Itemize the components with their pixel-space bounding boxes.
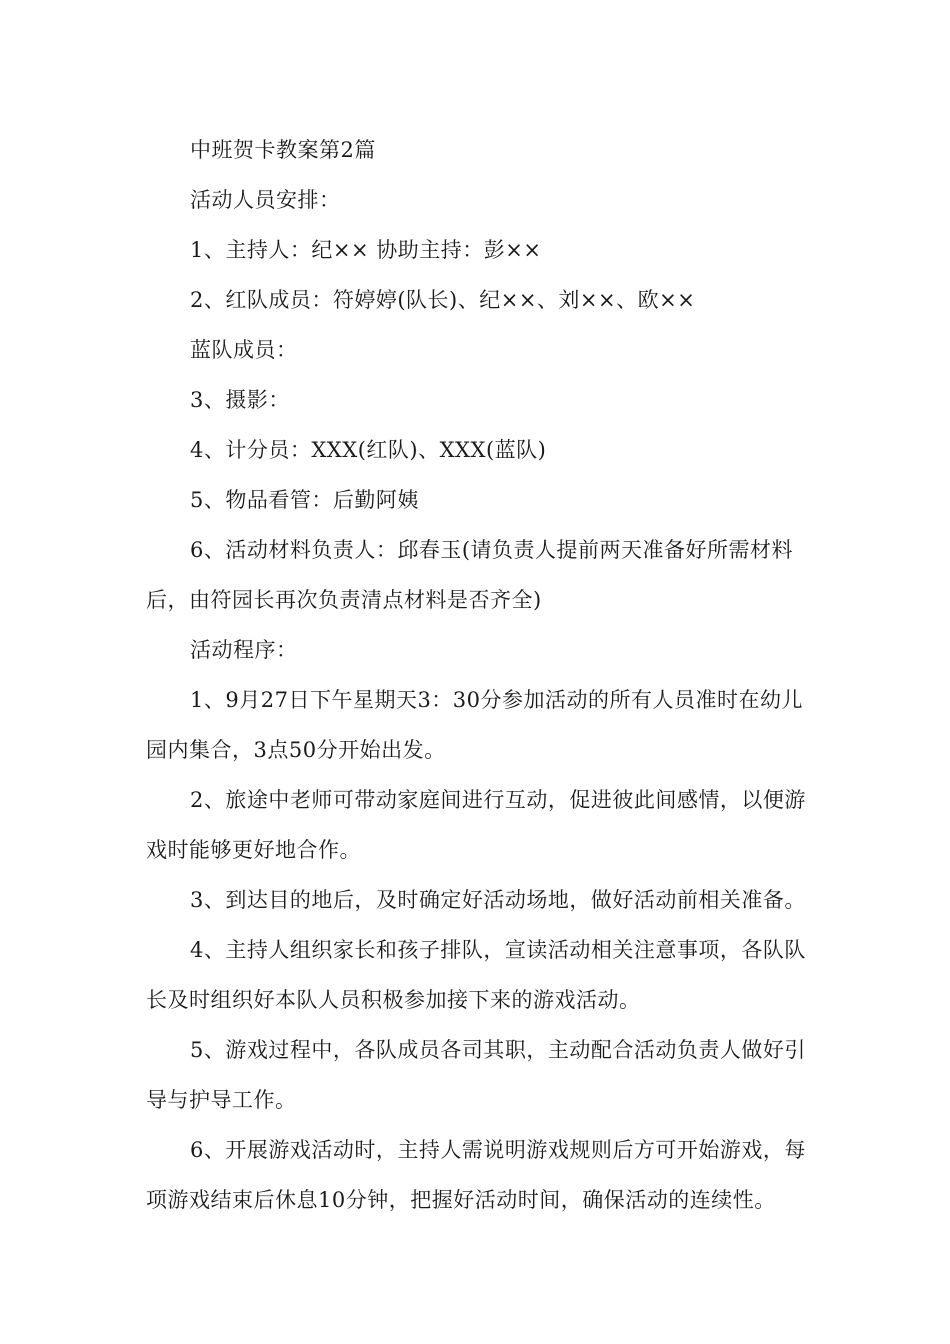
paragraph: 3、到达目的地后，及时确定好活动场地，做好活动前相关准备。: [190, 888, 806, 912]
paragraph: 6、开展游戏活动时，主持人需说明游戏规则后方可开始游戏，每项游戏结束后休息10分钟，把握好活动时间，确保活动的连续性。: [146, 1138, 806, 1212]
paragraph: 5、物品看管：后勤阿姨: [190, 488, 419, 512]
section-heading-staff: 活动人员安排：: [190, 188, 341, 212]
paragraph: 4、计分员：XXX(红队)、XXX(蓝队): [190, 438, 547, 462]
paragraph: 3、摄影：: [190, 388, 290, 412]
paragraph: 4、主持人组织家长和孩子排队，宣读活动相关注意事项，各队队长及时组织好本队人员积极参加接下来的游戏活动。: [146, 938, 806, 1012]
paragraph: 2、旅途中老师可带动家庭间进行互动，促进彼此间感情，以便游戏时能够更好地合作。: [146, 788, 806, 862]
document-body: [146, 125, 822, 1225]
paragraph: 5、游戏过程中，各队成员各司其职，主动配合活动负责人做好引导与护导工作。: [146, 1038, 806, 1112]
document-title: 中班贺卡教案第2篇: [190, 138, 376, 162]
paragraph: 6、活动材料负责人：邱春玉(请负责人提前两天准备好所需材料后，由符园长再次负责清点材料是否齐全): [146, 538, 794, 612]
paragraph: 1、主持人：纪×× 协助主持：彭××: [190, 238, 542, 262]
paragraph: 1、9月27日下午星期天3：30分参加活动的所有人员准时在幼儿园内集合，3点50分开始出发。: [146, 688, 804, 762]
paragraph: 蓝队成员：: [190, 338, 298, 362]
paragraph: 2、红队成员：符婷婷(队长)、纪××、刘××、欧××: [190, 288, 696, 312]
section-heading-procedure: 活动程序：: [190, 638, 298, 662]
